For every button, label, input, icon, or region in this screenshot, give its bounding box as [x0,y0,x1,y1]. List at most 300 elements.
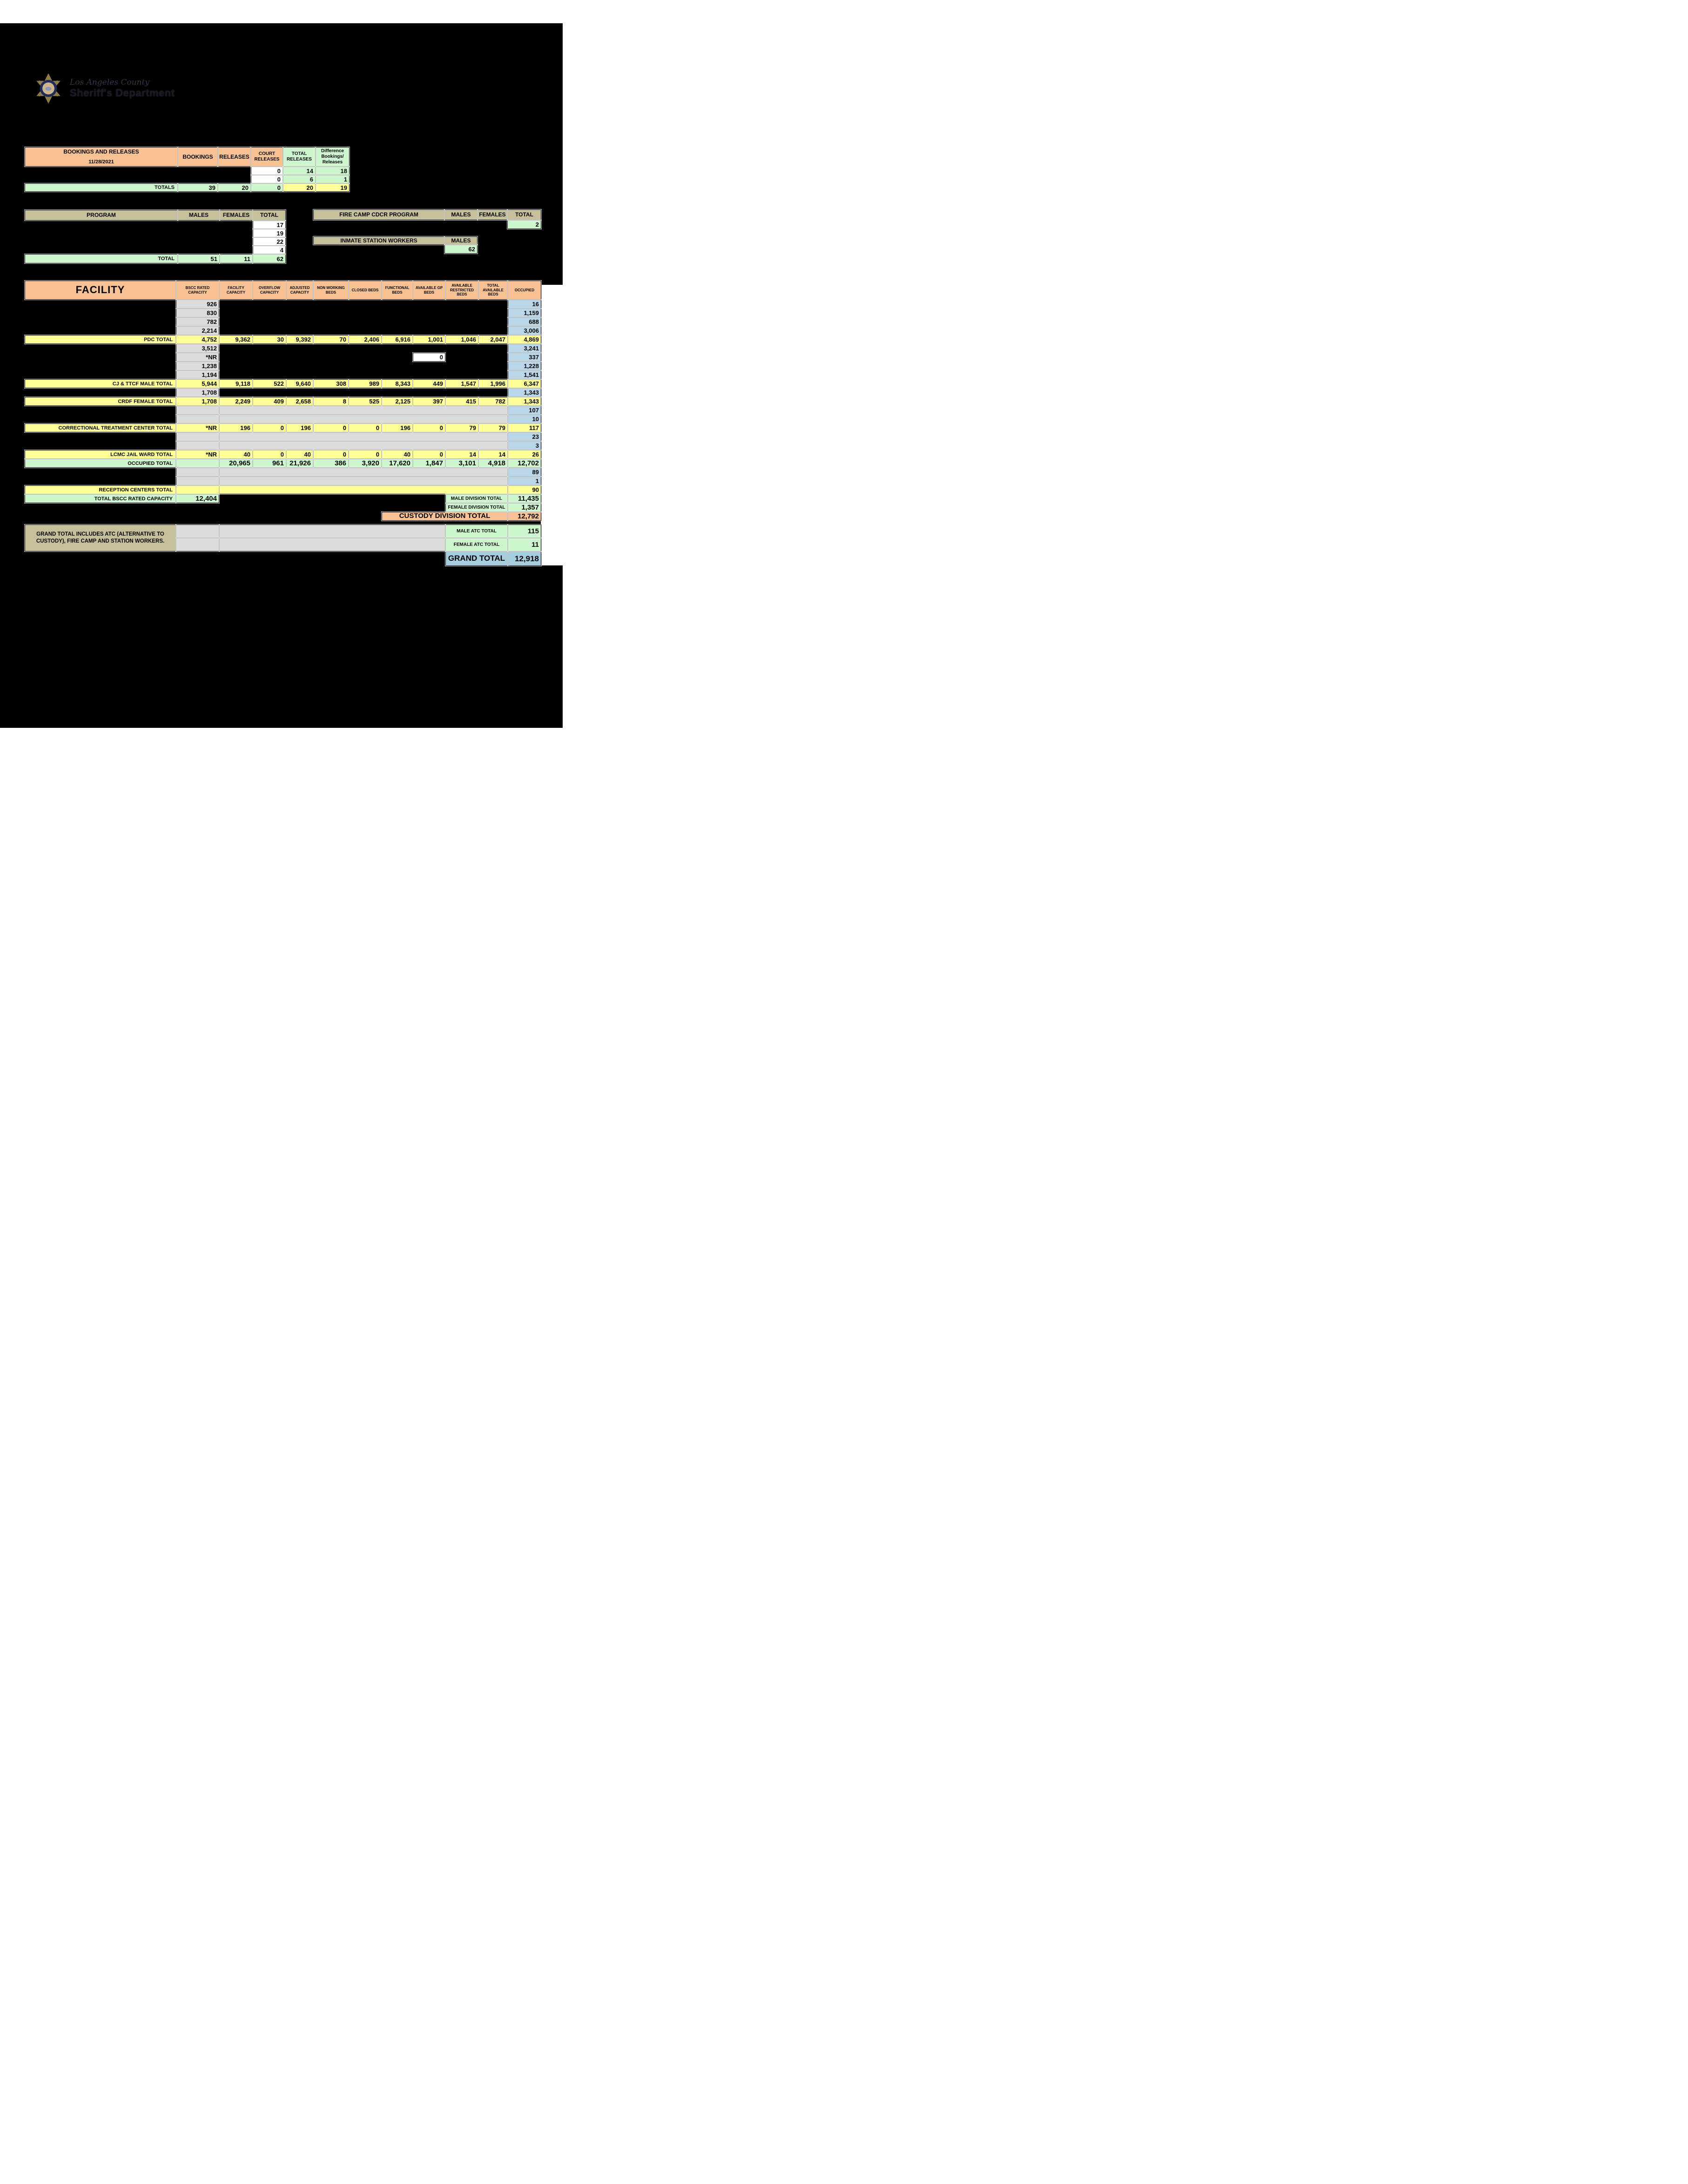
atc-cell [176,524,219,538]
facility-cell [349,317,382,326]
facility-cell [176,503,219,512]
facility-cell [286,300,313,309]
facility-cell: 308 [313,379,349,388]
atc-cell [219,551,445,566]
facility-cell: CUSTODY DIVISION TOTAL [382,512,508,521]
facility-cell: 3,101 [445,459,478,468]
facility-row-label [25,370,176,379]
atc-cell: FEMALE ATC TOTAL [445,538,508,551]
station-workers-table [313,236,478,254]
facility-cell [382,326,413,335]
facility-cell [349,503,382,512]
facility-row-label [25,344,176,353]
facility-row-label [25,512,176,521]
facility-row [25,503,541,512]
facility-col-header: ADJUSTED CAPACITY [286,281,313,300]
facility-cell [253,317,286,326]
program-cell: 19 [253,229,286,237]
program-cell: 22 [253,237,286,246]
facility-cell: 1,357 [508,503,541,512]
facility-cell [219,362,253,370]
facility-row-label [25,406,176,415]
facility-row-label [25,441,176,450]
facility-cell: 40 [219,450,253,459]
facility-cell: 107 [508,406,541,415]
logo-county-line: Los Angeles County [70,78,150,87]
facility-cell: 14 [445,450,478,459]
program-col-total: TOTAL [253,210,286,221]
facility-cell: 0 [313,423,349,432]
facility-cell [219,406,508,415]
facility-header-row [25,281,541,300]
facility-cell: 40 [286,450,313,459]
facility-row [25,388,541,397]
facility-cell [219,441,508,450]
facility-cell: 0 [349,423,382,432]
facility-cell [478,362,508,370]
bookings-total-cell: 19 [316,183,350,192]
facility-cell: 79 [478,423,508,432]
facility-col-header: AVAILABLE GP BEDS [413,281,445,300]
program-data-row [25,246,286,254]
facility-cell: 1,159 [508,309,541,317]
bookings-totals-row [25,183,350,192]
facility-cell: 70 [313,335,349,344]
facility-row-label [25,317,176,326]
facility-row-label: OCCUPIED TOTAL [25,459,176,468]
facility-row [25,362,541,370]
facility-row-label [25,477,176,485]
fire-camp-females-redacted [477,220,507,229]
facility-cell [286,362,313,370]
program-cell [220,221,253,229]
facility-row-label: CRDF FEMALE TOTAL [25,397,176,406]
facility-cell [382,300,413,309]
facility-cell: 1,343 [508,397,541,406]
bookings-title-cell [25,147,178,167]
bookings-cell: 18 [316,167,350,175]
department-logo [33,73,175,104]
facility-cell [176,468,219,477]
facility-row-label [25,432,176,441]
facility-cell: 386 [313,459,349,468]
facility-cell: 2,125 [382,397,413,406]
facility-cell: 12,792 [508,512,541,521]
facility-cell: 79 [445,423,478,432]
facility-row [25,485,541,494]
facility-cell: 415 [445,397,478,406]
facility-cell [219,432,508,441]
facility-cell [445,309,478,317]
facility-cell: 397 [413,397,445,406]
facility-cell [445,362,478,370]
facility-cell: 0 [253,450,286,459]
facility-cell: 9,640 [286,379,313,388]
facility-row-label: TOTAL BSCC RATED CAPACITY [25,494,176,503]
facility-cell [253,353,286,362]
facility-cell [349,353,382,362]
facility-cell: 782 [478,397,508,406]
facility-row [25,353,541,362]
facility-cell: 26 [508,450,541,459]
facility-cell: *NR [176,353,219,362]
bookings-cell: 14 [283,167,316,175]
facility-cell: 0 [349,450,382,459]
facility-cell [382,362,413,370]
facility-cell [445,370,478,379]
facility-cell: *NR [176,450,219,459]
program-redacted-label [25,246,178,254]
facility-cell: 0 [313,450,349,459]
facility-row-label: CJ & TTCF MALE TOTAL [25,379,176,388]
facility-cell: 449 [413,379,445,388]
program-cell [178,237,220,246]
atc-row [25,524,541,538]
facility-cell: 1,228 [508,362,541,370]
bookings-total-cell: 39 [178,183,218,192]
facility-row [25,468,541,477]
facility-cell [478,370,508,379]
bookings-data-row [25,175,350,183]
atc-row-label [176,538,219,551]
facility-row [25,379,541,388]
facility-cell: 3,512 [176,344,219,353]
atc-cell [219,538,445,551]
facility-cell [286,326,313,335]
atc-cell: 11 [508,538,541,551]
bookings-cell: 0 [251,167,283,175]
facility-row [25,415,541,423]
program-total-cell: 11 [220,254,253,263]
facility-cell: 20,965 [219,459,253,468]
facility-cell [286,512,313,521]
facility-row [25,300,541,309]
facility-cell [313,503,349,512]
facility-cell [382,344,413,353]
facility-cell [219,388,253,397]
facility-cell [253,512,286,521]
facility-cell [478,309,508,317]
facility-cell [349,300,382,309]
facility-row-label [25,468,176,477]
bookings-cell [178,175,218,183]
fire-camp-males-redacted [444,220,477,229]
bookings-cell: 6 [283,175,316,183]
facility-cell [176,415,219,423]
facility-table [24,280,542,521]
facility-cell [478,317,508,326]
facility-cell: 3,006 [508,326,541,335]
facility-cell [253,344,286,353]
fire-camp-col-females: FEMALES [477,209,507,220]
program-redacted-label [25,221,178,229]
station-workers-data-row [313,245,477,254]
scan-white-margin [541,285,563,565]
bookings-cell: 1 [316,175,350,183]
facility-cell [219,300,253,309]
facility-cell: *NR [176,423,219,432]
facility-row-label [25,503,176,512]
facility-cell [313,344,349,353]
facility-cell: 782 [176,317,219,326]
bookings-cell [178,167,218,175]
facility-col-header: FUNCTIONAL BEDS [382,281,413,300]
facility-cell: 1,547 [445,379,478,388]
bookings-total-cell: 20 [218,183,251,192]
facility-cell [413,503,445,512]
col-header-releases: RELEASES [218,147,251,167]
facility-cell [313,512,349,521]
facility-row-label: RECEPTION CENTERS TOTAL [25,485,176,494]
fire-camp-table [313,209,542,229]
facility-cell [219,353,253,362]
facility-cell [253,388,286,397]
facility-cell [478,326,508,335]
facility-row-label: PDC TOTAL [25,335,176,344]
facility-cell: 90 [508,485,541,494]
facility-cell [286,353,313,362]
bookings-title: BOOKINGS AND RELEASES [63,148,139,155]
facility-cell [313,353,349,362]
report-page [0,0,563,728]
program-redacted-label [25,229,178,237]
facility-cell: 11,435 [508,494,541,503]
bookings-redacted-label [25,167,178,175]
program-cell [220,237,253,246]
facility-cell: 117 [508,423,541,432]
facility-cell [219,485,508,494]
facility-row [25,370,541,379]
facility-cell [253,370,286,379]
facility-cell [176,441,219,450]
bookings-total-cell: TOTALS [25,183,178,192]
col-header-bookings: BOOKINGS [178,147,218,167]
bookings-total-cell: 0 [251,183,283,192]
facility-row-label: LCMC JAIL WARD TOTAL [25,450,176,459]
facility-cell: 17,620 [382,459,413,468]
facility-cell: 688 [508,317,541,326]
facility-cell [478,300,508,309]
program-cell [220,229,253,237]
facility-cell [253,300,286,309]
facility-cell [286,494,313,503]
station-workers-col-males: MALES [444,236,477,245]
facility-row-label [25,300,176,309]
facility-col-header: OCCUPIED [508,281,541,300]
facility-cell [445,344,478,353]
facility-row [25,512,541,521]
facility-cell [219,317,253,326]
facility-cell [286,370,313,379]
facility-cell: 5,944 [176,379,219,388]
facility-col-header: FACILITY CAPACITY [219,281,253,300]
atc-cell: 115 [508,524,541,538]
facility-cell [349,512,382,521]
facility-cell [478,344,508,353]
facility-cell [176,485,219,494]
facility-cell: 4,752 [176,335,219,344]
facility-cell: 1,541 [508,370,541,379]
logo-dept-line: Sheriff's Department [70,87,175,99]
fire-camp-data-row [313,220,541,229]
facility-cell [445,388,478,397]
facility-col-header: CLOSED BEDS [349,281,382,300]
atc-row-label: GRAND TOTAL INCLUDES ATC (ALTERNATIVE TO CUSTODY), FIRE CAMP AND STATION WORKERS. [25,524,176,551]
facility-cell [313,300,349,309]
facility-cell: 1,046 [445,335,478,344]
facility-cell [176,432,219,441]
program-total-row [25,254,286,263]
facility-cell: 1 [508,477,541,485]
facility-cell: 2,214 [176,326,219,335]
facility-cell: 1,343 [508,388,541,397]
facility-cell [253,326,286,335]
facility-cell [445,317,478,326]
facility-cell: 40 [382,450,413,459]
atc-grand-total-table [24,524,542,566]
facility-row-label [25,326,176,335]
facility-cell [313,317,349,326]
atc-row-label [25,551,219,566]
atc-row [25,551,541,566]
facility-cell [313,494,349,503]
facility-cell: 0 [413,423,445,432]
facility-row [25,459,541,468]
facility-cell: 14 [478,450,508,459]
facility-row-label [25,362,176,370]
facility-cell [176,406,219,415]
facility-cell [219,512,253,521]
facility-cell [219,326,253,335]
facility-cell: 30 [253,335,286,344]
facility-cell: 6,347 [508,379,541,388]
col-header-difference: Difference Bookings/ Releases [316,147,350,167]
facility-col-header: AVAILABLE RESTRICTED BEDS [445,281,478,300]
facility-cell [349,388,382,397]
facility-cell [349,370,382,379]
facility-cell: 23 [508,432,541,441]
facility-cell [478,388,508,397]
facility-cell [445,326,478,335]
bookings-redacted-label [25,175,178,183]
facility-cell [253,494,286,503]
facility-cell: 89 [508,468,541,477]
facility-cell: 961 [253,459,286,468]
facility-cell: 525 [349,397,382,406]
facility-cell [413,362,445,370]
facility-cell: 8,343 [382,379,413,388]
bookings-releases-table [24,147,350,192]
facility-cell [349,362,382,370]
program-total-cell: 62 [253,254,286,263]
facility-cell [313,370,349,379]
facility-cell: 2,047 [478,335,508,344]
facility-row [25,344,541,353]
atc-cell: GRAND TOTAL [445,551,508,566]
facility-cell [219,309,253,317]
facility-cell: 989 [349,379,382,388]
facility-cell: 9,392 [286,335,313,344]
facility-cell: 9,362 [219,335,253,344]
program-data-row [25,237,286,246]
facility-cell: 1,194 [176,370,219,379]
facility-col-header: OVERFLOW CAPACITY [253,281,286,300]
facility-cell: 409 [253,397,286,406]
program-cell: 4 [253,246,286,254]
facility-cell [445,353,478,362]
facility-cell [313,326,349,335]
facility-cell [413,344,445,353]
facility-cell: 10 [508,415,541,423]
facility-cell: 0 [413,353,445,362]
facility-row [25,432,541,441]
col-header-total-releases: TOTAL RELEASES [283,147,316,167]
program-cell [178,246,220,254]
station-workers-males-value: 62 [444,245,477,254]
program-data-row [25,221,286,229]
facility-cell: 522 [253,379,286,388]
facility-row-label [25,309,176,317]
bookings-header-row [25,147,350,167]
facility-cell: 196 [219,423,253,432]
facility-cell [219,494,253,503]
facility-cell: 6,916 [382,335,413,344]
facility-cell [176,512,219,521]
fire-camp-redacted-label [313,220,444,229]
atc-cell: 12,918 [508,551,541,566]
facility-cell: 8 [313,397,349,406]
program-title: PROGRAM [25,210,178,221]
facility-cell [253,309,286,317]
facility-cell [413,326,445,335]
facility-cell: 0 [413,450,445,459]
facility-row [25,441,541,450]
facility-cell [219,503,253,512]
facility-col-header: FACILITY [25,281,176,300]
facility-cell [382,370,413,379]
facility-cell [313,388,349,397]
bookings-cell [218,175,251,183]
facility-cell [349,326,382,335]
facility-cell [349,344,382,353]
program-col-females: FEMALES [220,210,253,221]
facility-cell [413,494,445,503]
program-header-row [25,210,286,221]
facility-cell [253,362,286,370]
facility-cell [286,309,313,317]
facility-cell [176,459,219,468]
facility-cell [313,309,349,317]
facility-col-header: TOTAL AVAILABLE BEDS [478,281,508,300]
bookings-cell: 0 [251,175,283,183]
fire-camp-total-value: 2 [507,220,541,229]
facility-cell [413,317,445,326]
facility-cell [286,388,313,397]
facility-row [25,450,541,459]
station-workers-header-row [313,236,477,245]
facility-cell: 3,920 [349,459,382,468]
facility-row [25,317,541,326]
facility-cell [219,344,253,353]
facility-col-header: NON WORKING BEDS [313,281,349,300]
station-workers-redacted-label [313,245,444,254]
program-cell [220,246,253,254]
bookings-cell [218,167,251,175]
facility-cell: 12,404 [176,494,219,503]
facility-cell [413,300,445,309]
facility-cell: 4,918 [478,459,508,468]
facility-cell [382,503,413,512]
